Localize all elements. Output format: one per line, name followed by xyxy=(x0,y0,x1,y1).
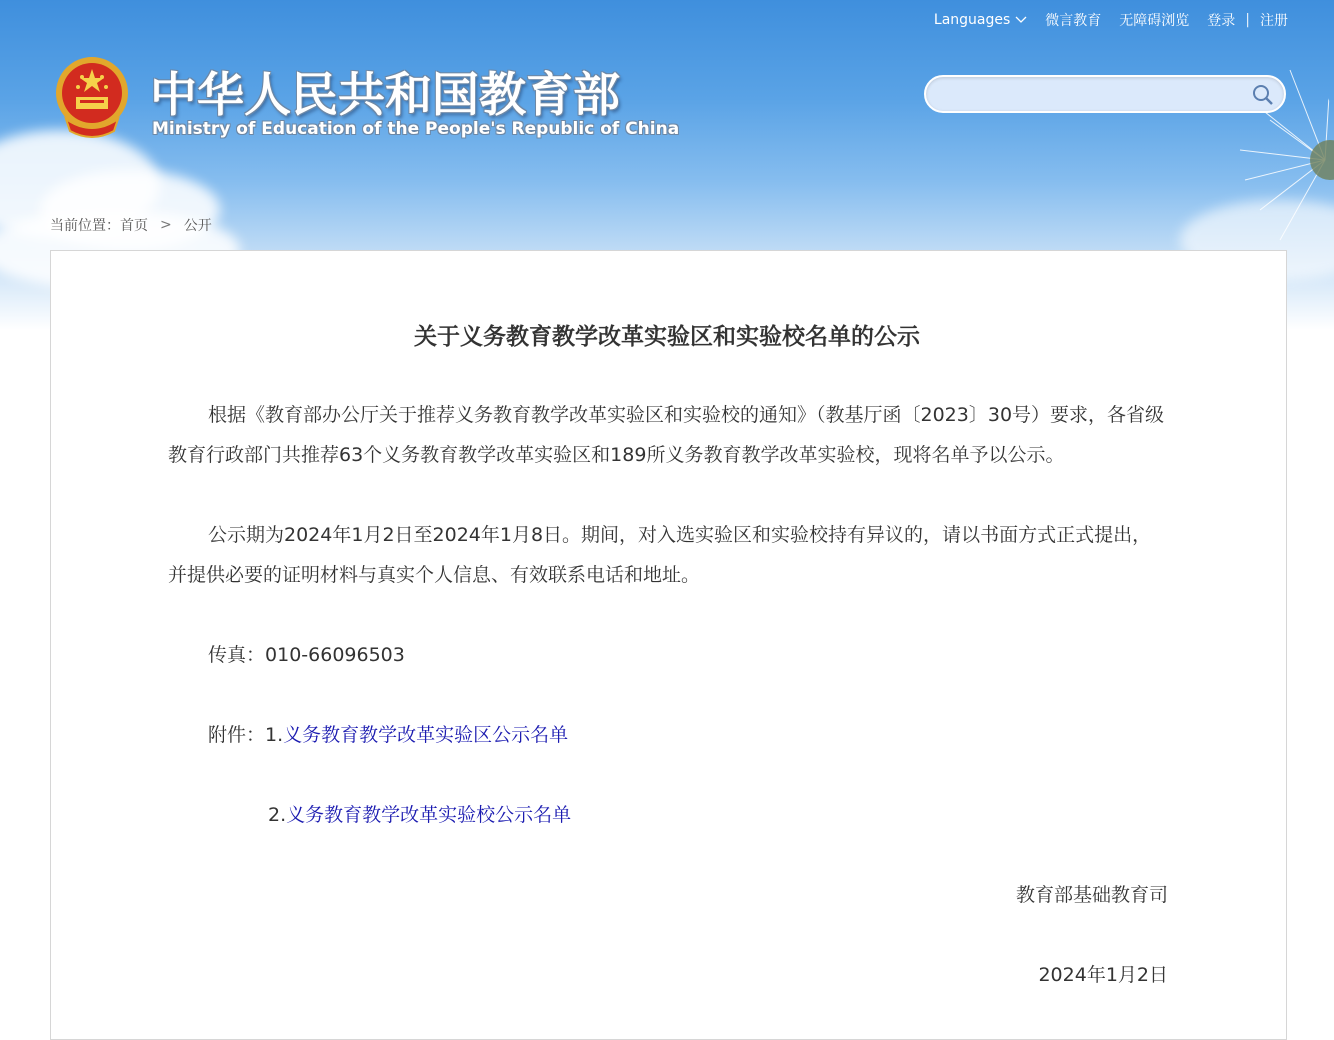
attachment-1-link[interactable]: 义务教育教学改革实验区公示名单 xyxy=(283,724,569,746)
login-link[interactable]: 登录 xyxy=(1207,13,1236,29)
fax-label: 传真： xyxy=(208,644,266,666)
search-box xyxy=(924,75,1286,113)
breadcrumb-home[interactable]: 首页 xyxy=(120,218,148,234)
fax-number: 010-66096503 xyxy=(265,644,405,666)
search-input[interactable] xyxy=(940,83,1244,107)
weiyan-link[interactable]: 微言教育 xyxy=(1045,13,1102,29)
accessible-browse-link[interactable]: 无障碍浏览 xyxy=(1119,13,1190,29)
article-paragraph: 公示期为2024年1月2日至2024年1月8日。期间，对入选实验区和实验校持有异议的，请以书面方式正式提出，并提供必要的证明材料与真实个人信息、有效联系电话和地址。 xyxy=(168,524,1152,586)
national-emblem-icon[interactable] xyxy=(52,55,132,141)
languages-label: Languages xyxy=(933,12,1011,28)
attachment-2-link[interactable]: 义务教育教学改革实验校公示名单 xyxy=(286,804,572,826)
article-paragraph: 根据《教育部办公厅关于推荐义务教育教学改革实验区和实验校的通知》（教基厅函〔2023〕30号）要求，各省级教育行政部门共推荐63个义务教育教学改革实验区和189所义务教育教学改革实验校，现将名单予以公示。 xyxy=(168,404,1165,466)
site-title-en[interactable]: Ministry of Education of the People's Republic of China xyxy=(152,119,680,139)
attachment-label: 附件： xyxy=(208,724,266,746)
attachment-1-number: 1. xyxy=(265,724,284,746)
chevron-right-icon: > xyxy=(160,217,172,233)
attachment-line xyxy=(268,795,571,835)
register-link[interactable]: 注册 xyxy=(1260,13,1288,29)
breadcrumb-prefix: 当前位置： xyxy=(50,218,120,234)
search-icon[interactable] xyxy=(1252,84,1274,106)
breadcrumb xyxy=(50,215,212,235)
attachment-2-number: 2. xyxy=(268,804,287,826)
issue-date: 2024年1月2日 xyxy=(1038,964,1168,986)
languages-dropdown[interactable] xyxy=(934,12,1027,28)
fax-line xyxy=(208,635,405,675)
article-title: 关于义务教育教学改革实验区和实验校名单的公示 xyxy=(414,324,920,350)
nav-separator: | xyxy=(1245,12,1250,28)
issuing-organization: 教育部基础教育司 xyxy=(1015,884,1168,906)
attachment-line xyxy=(208,715,568,755)
breadcrumb-current[interactable]: 公开 xyxy=(183,218,212,234)
site-title-cn[interactable]: 中华人民共和国教育部 xyxy=(150,68,620,123)
top-nav xyxy=(934,10,1288,30)
chevron-down-icon xyxy=(1015,16,1027,24)
